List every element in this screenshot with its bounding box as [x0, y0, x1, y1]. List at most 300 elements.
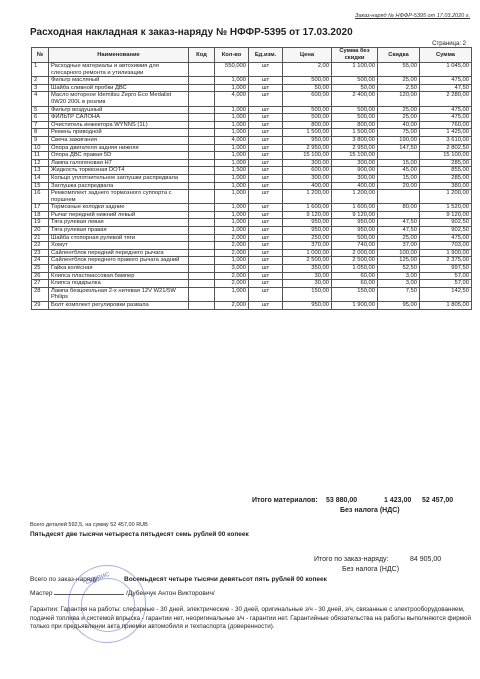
cell-sum: 2 400,00: [332, 92, 378, 106]
cell-code: [189, 265, 215, 273]
table-row: [32, 287, 472, 301]
cell-unit: шт: [249, 152, 283, 160]
cell-price: 370,00: [283, 242, 332, 250]
table-row: [32, 257, 472, 265]
cell-code: [189, 242, 215, 250]
cell-unit: шт: [249, 182, 283, 190]
cell-total: 760,00: [420, 121, 472, 129]
cell-price: 15 100,00: [283, 152, 332, 160]
cell-price: 2,00: [283, 63, 332, 77]
cell-qty: 1,000: [215, 106, 249, 114]
cell-price: 1 500,00: [283, 129, 332, 137]
cell-qty: 4,000: [215, 92, 249, 106]
cell-code: [189, 302, 215, 310]
column-header: Ед.изм.: [249, 48, 283, 63]
cell-disc: 25,00: [378, 234, 420, 242]
cell-qty: 1,000: [215, 114, 249, 122]
cell-disc: 25,00: [378, 77, 420, 85]
cell-name: Клипса подкрылка: [49, 280, 189, 288]
cell-sum: 15 100,00: [332, 152, 378, 160]
cell-name: Тяга рулевая правая: [49, 227, 189, 235]
cell-disc: 190,00: [378, 136, 420, 144]
cell-disc: [378, 152, 420, 160]
cell-code: [189, 152, 215, 160]
cell-unit: шт: [249, 211, 283, 219]
cell-number: 23: [32, 249, 49, 257]
table-row: [32, 280, 472, 288]
cell-total: 57,00: [420, 280, 472, 288]
order-vat: Без налога (НДС): [342, 566, 400, 573]
cell-price: 950,00: [283, 302, 332, 310]
cell-price: 50,00: [283, 84, 332, 92]
cell-code: [189, 219, 215, 227]
cell-name: Масло моторное Idemitsu Zepro Eco Medalist 0W20 200L в розлив: [49, 92, 189, 106]
cell-number: 21: [32, 234, 49, 242]
cell-total: 9 120,00: [420, 211, 472, 219]
cell-qty: 1,000: [215, 219, 249, 227]
cell-disc: 2,50: [378, 84, 420, 92]
order-amount-in-words: Восемьдесят четыре тысячи девятьсот пять рублей 00 копеек: [124, 576, 327, 583]
cell-sum: 800,00: [332, 121, 378, 129]
cell-qty: 2,000: [215, 280, 249, 288]
column-header: Скидка: [378, 48, 420, 63]
cell-code: [189, 234, 215, 242]
cell-sum: 150,00: [332, 287, 378, 301]
cell-sum: 1 200,00: [332, 190, 378, 204]
signature-line: [54, 594, 124, 595]
cell-price: 500,00: [283, 106, 332, 114]
cell-name: ФИЛЬТР САЛОНА: [49, 114, 189, 122]
cell-name: Сайлентблок передний переднего рычага: [49, 249, 189, 257]
cell-unit: шт: [249, 114, 283, 122]
cell-disc: 52,50: [378, 265, 420, 273]
cell-disc: 95,00: [378, 302, 420, 310]
cell-sum: 500,00: [332, 106, 378, 114]
cell-total: 475,00: [420, 77, 472, 85]
cell-code: [189, 129, 215, 137]
cell-price: 950,00: [283, 136, 332, 144]
cell-unit: шт: [249, 63, 283, 77]
materials-total: 52 457,00: [422, 497, 454, 504]
cell-number: 14: [32, 174, 49, 182]
cell-sum: 400,00: [332, 182, 378, 190]
cell-unit: шт: [249, 265, 283, 273]
table-row: [32, 152, 472, 160]
cell-number: 9: [32, 136, 49, 144]
cell-code: [189, 287, 215, 301]
cell-price: 350,00: [283, 265, 332, 273]
cell-name: Ремень приводной: [49, 129, 189, 137]
cell-sum: 740,00: [332, 242, 378, 250]
cell-sum: 900,00: [332, 167, 378, 175]
column-header: Цена: [283, 48, 332, 63]
cell-price: 600,00: [283, 167, 332, 175]
cell-code: [189, 204, 215, 212]
cell-sum: 1 900,00: [332, 302, 378, 310]
cell-name: Фильтр масляный: [49, 77, 189, 85]
cell-code: [189, 182, 215, 190]
cell-sum: 300,00: [332, 159, 378, 167]
order-total-label: Итого по заказ-наряду:: [314, 556, 389, 563]
cell-number: 8: [32, 129, 49, 137]
cell-price: 30,00: [283, 280, 332, 288]
cell-price: 300,00: [283, 159, 332, 167]
cell-price: 300,00: [283, 174, 332, 182]
cell-qty: 1,000: [215, 152, 249, 160]
page-number: Страница: 2: [432, 41, 466, 47]
cell-unit: шт: [249, 257, 283, 265]
cell-sum: 1 500,00: [332, 129, 378, 137]
cell-disc: 7,50: [378, 287, 420, 301]
cell-unit: шт: [249, 77, 283, 85]
cell-total: 57,00: [420, 272, 472, 280]
guarantee-terms: Гарантии: Гарантия на работы: слесарные - 30 дней, электрические - 30 дней, оригинальные з/ч - 30 дней, з/ч, связанные с электрооборудованием, подачей топлива и системой впрыска - гарантии нет, неоригинальные з/ч - гарантии нет. Гарантийные обязательства на работы выполняются фирмой только при предъявлении акта приемки автомобиля и техпаспорта (доверенности).: [30, 606, 472, 630]
amount-in-words: Пятьдесят две тысячи четыреста пятьдесят семь рублей 00 копеек: [30, 531, 249, 538]
cell-name: Ремкомплект заднего тормозного суппорта с поршнем: [49, 190, 189, 204]
materials-vat: Без налога (НДС): [340, 507, 400, 514]
cell-qty: 1,000: [215, 174, 249, 182]
cell-number: 4: [32, 92, 49, 106]
cell-total: 380,00: [420, 182, 472, 190]
cell-qty: 1,000: [215, 144, 249, 152]
cell-total: 997,50: [420, 265, 472, 273]
table-row: [32, 174, 472, 182]
cell-sum: 1 050,00: [332, 265, 378, 273]
cell-total: 1 045,00: [420, 63, 472, 77]
cell-name: Кольцо уплотнительное заглушки распредвала: [49, 174, 189, 182]
cell-unit: шт: [249, 167, 283, 175]
cell-name: Опора ДВС правая 5D: [49, 152, 189, 160]
cell-total: 902,50: [420, 227, 472, 235]
cell-disc: 3,00: [378, 280, 420, 288]
cell-qty: 2,000: [215, 242, 249, 250]
cell-disc: 47,50: [378, 227, 420, 235]
table-row: [32, 77, 472, 85]
cell-price: 600,00: [283, 92, 332, 106]
cell-number: 20: [32, 227, 49, 235]
cell-code: [189, 114, 215, 122]
table-row: [32, 265, 472, 273]
cell-total: 1 425,00: [420, 129, 472, 137]
cell-sum: 1 100,00: [332, 63, 378, 77]
cell-number: 2: [32, 77, 49, 85]
table-row: [32, 106, 472, 114]
cell-code: [189, 92, 215, 106]
cell-sum: 50,00: [332, 84, 378, 92]
cell-disc: 47,50: [378, 219, 420, 227]
cell-price: 500,00: [283, 114, 332, 122]
cell-number: 10: [32, 144, 49, 152]
cell-sum: 950,00: [332, 227, 378, 235]
cell-unit: шт: [249, 242, 283, 250]
cell-unit: шт: [249, 249, 283, 257]
cell-name: Рычаг передний нижний левый: [49, 211, 189, 219]
cell-price: 400,00: [283, 182, 332, 190]
cell-code: [189, 77, 215, 85]
cell-number: 24: [32, 257, 49, 265]
cell-price: 1 200,00: [283, 190, 332, 204]
cell-disc: 20,00: [378, 182, 420, 190]
cell-code: [189, 257, 215, 265]
master-label: Мастер: [30, 590, 53, 597]
cell-code: [189, 121, 215, 129]
cell-total: 142,50: [420, 287, 472, 301]
cell-price: 950,00: [283, 219, 332, 227]
cell-unit: шт: [249, 219, 283, 227]
cell-sum: 3 800,00: [332, 136, 378, 144]
column-header: Код: [189, 48, 215, 63]
table-row: [32, 92, 472, 106]
order-total: 84 905,00: [410, 556, 442, 563]
table-row: [32, 242, 472, 250]
cell-unit: шт: [249, 174, 283, 182]
column-header: №: [32, 48, 49, 63]
cell-sum: 300,00: [332, 174, 378, 182]
table-row: [32, 302, 472, 310]
cell-number: 17: [32, 204, 49, 212]
cell-disc: 25,00: [378, 114, 420, 122]
table-row: [32, 272, 472, 280]
cell-unit: шт: [249, 92, 283, 106]
cell-code: [189, 106, 215, 114]
cell-price: 1 000,00: [283, 249, 332, 257]
cell-price: 30,00: [283, 272, 332, 280]
cell-disc: 55,00: [378, 63, 420, 77]
cell-number: 13: [32, 167, 49, 175]
cell-total: 47,50: [420, 84, 472, 92]
cell-qty: 1,000: [215, 159, 249, 167]
cell-number: 16: [32, 190, 49, 204]
table-row: [32, 129, 472, 137]
materials-discount: 1 423,00: [384, 497, 412, 504]
cell-qty: 1,000: [215, 287, 249, 301]
cell-disc: 120,00: [378, 92, 420, 106]
materials-sum: 53 880,00: [326, 497, 358, 504]
cell-number: 15: [32, 182, 49, 190]
table-row: [32, 121, 472, 129]
cell-price: 2 500,00: [283, 257, 332, 265]
cell-name: Опора двигателя задняя нижняя: [49, 144, 189, 152]
cell-disc: 3,00: [378, 272, 420, 280]
cell-total: 475,00: [420, 234, 472, 242]
cell-total: 1 900,00: [420, 249, 472, 257]
cell-qty: 2,000: [215, 272, 249, 280]
items-table: [31, 47, 472, 310]
cell-qty: 1,000: [215, 84, 249, 92]
cell-price: 250,00: [283, 234, 332, 242]
column-header: Сумма без скидки: [332, 48, 378, 63]
cell-total: 475,00: [420, 114, 472, 122]
cell-disc: 45,00: [378, 167, 420, 175]
table-row: [32, 204, 472, 212]
cell-disc: 147,50: [378, 144, 420, 152]
table-row: [32, 227, 472, 235]
table-row: [32, 190, 472, 204]
cell-name: Жидкость тормозная DOT4: [49, 167, 189, 175]
table-row: [32, 84, 472, 92]
cell-name: Лампа галогеновая H7: [49, 159, 189, 167]
cell-code: [189, 84, 215, 92]
cell-qty: 1,000: [215, 211, 249, 219]
table-row: [32, 249, 472, 257]
cell-unit: шт: [249, 129, 283, 137]
cell-name: Лампа безцокольная 2-х нитевая 12V W21/5W Philips: [49, 287, 189, 301]
cell-number: 3: [32, 84, 49, 92]
cell-total: 2 375,00: [420, 257, 472, 265]
table-row: [32, 211, 472, 219]
cell-total: 1 200,00: [420, 190, 472, 204]
cell-total: 285,00: [420, 159, 472, 167]
cell-code: [189, 159, 215, 167]
cell-total: 855,00: [420, 167, 472, 175]
cell-price: 9 120,00: [283, 211, 332, 219]
cell-code: [189, 174, 215, 182]
cell-qty: 1,000: [215, 182, 249, 190]
cell-total: 1 520,00: [420, 204, 472, 212]
cell-name: Тяга рулевая левая: [49, 219, 189, 227]
cell-sum: 2 000,00: [332, 249, 378, 257]
column-header: Наименование: [49, 48, 189, 63]
cell-sum: 2 500,00: [332, 257, 378, 265]
table-row: [32, 167, 472, 175]
cell-name: Болт комплект регулировки развала: [49, 302, 189, 310]
cell-unit: шт: [249, 204, 283, 212]
table-row: [32, 219, 472, 227]
cell-number: 6: [32, 114, 49, 122]
items-count: Всего деталей 592,5, на сумму 52 457,00 RUB: [30, 522, 148, 528]
materials-total-label: Итого материалов:: [252, 497, 318, 504]
table-header-row: [32, 48, 472, 63]
cell-qty: 1,000: [215, 77, 249, 85]
cell-price: 150,00: [283, 287, 332, 301]
cell-unit: шт: [249, 227, 283, 235]
page-title: Расходная накладная к заказ-наряду № НФФР-5395 от 17.03.2020: [30, 27, 353, 38]
column-header: Кол-во: [215, 48, 249, 63]
cell-code: [189, 63, 215, 77]
cell-qty: 4,000: [215, 136, 249, 144]
cell-disc: 80,00: [378, 204, 420, 212]
cell-name: Фильтр воздушный: [49, 106, 189, 114]
cell-sum: 500,00: [332, 234, 378, 242]
table-row: [32, 144, 472, 152]
cell-number: 12: [32, 159, 49, 167]
cell-number: 25: [32, 265, 49, 273]
cell-number: 27: [32, 280, 49, 288]
table-row: [32, 159, 472, 167]
table-row: [32, 63, 472, 77]
cell-unit: шт: [249, 280, 283, 288]
cell-number: 22: [32, 242, 49, 250]
cell-disc: 75,00: [378, 129, 420, 137]
cell-number: 11: [32, 152, 49, 160]
cell-unit: шт: [249, 136, 283, 144]
cell-unit: шт: [249, 144, 283, 152]
cell-code: [189, 136, 215, 144]
cell-name: Шайба сливной пробки ДВС: [49, 84, 189, 92]
cell-disc: [378, 211, 420, 219]
cell-unit: шт: [249, 302, 283, 310]
cell-qty: 1,000: [215, 227, 249, 235]
cell-disc: 125,00: [378, 257, 420, 265]
cell-total: 3 610,00: [420, 136, 472, 144]
cell-price: 800,00: [283, 121, 332, 129]
cell-unit: шт: [249, 287, 283, 301]
cell-unit: шт: [249, 272, 283, 280]
cell-code: [189, 190, 215, 204]
cell-total: 2 802,50: [420, 144, 472, 152]
cell-total: 285,00: [420, 174, 472, 182]
cell-qty: 1,500: [215, 167, 249, 175]
cell-disc: 15,00: [378, 174, 420, 182]
cell-qty: 1,000: [215, 204, 249, 212]
master-signature: [30, 590, 215, 597]
cell-qty: 2,000: [215, 234, 249, 242]
cell-number: 26: [32, 272, 49, 280]
cell-name: Хомут: [49, 242, 189, 250]
cell-code: [189, 211, 215, 219]
cell-total: 15 100,00: [420, 152, 472, 160]
cell-number: 7: [32, 121, 49, 129]
cell-disc: 15,00: [378, 159, 420, 167]
cell-name: Заглушка распредвала: [49, 182, 189, 190]
cell-name: Тормозные колодки задние: [49, 204, 189, 212]
cell-qty: 2,000: [215, 249, 249, 257]
master-name: /Дубенчук Антон Викторович/: [126, 590, 215, 597]
table-row: [32, 136, 472, 144]
cell-name: Гайка колёсная: [49, 265, 189, 273]
cell-price: 950,00: [283, 227, 332, 235]
cell-price: 1 600,00: [283, 204, 332, 212]
table-row: [32, 114, 472, 122]
cell-sum: 500,00: [332, 77, 378, 85]
cell-sum: 9 120,00: [332, 211, 378, 219]
cell-sum: 1 600,00: [332, 204, 378, 212]
cell-name: Клипса пластмассовая бампер: [49, 272, 189, 280]
cell-price: 2 950,00: [283, 144, 332, 152]
cell-disc: 40,00: [378, 121, 420, 129]
cell-unit: шт: [249, 234, 283, 242]
cell-sum: 60,00: [332, 280, 378, 288]
order-words-label: Всего по заказ-наряду:: [30, 576, 100, 583]
cell-total: 703,00: [420, 242, 472, 250]
cell-sum: 950,00: [332, 219, 378, 227]
cell-number: 28: [32, 287, 49, 301]
cell-code: [189, 144, 215, 152]
cell-number: 19: [32, 219, 49, 227]
stamp-text: СЕРВИС: [84, 571, 111, 587]
cell-price: 500,00: [283, 77, 332, 85]
cell-unit: шт: [249, 159, 283, 167]
table-row: [32, 234, 472, 242]
cell-disc: 37,00: [378, 242, 420, 250]
cell-qty: 1,000: [215, 257, 249, 265]
cell-disc: 25,00: [378, 106, 420, 114]
cell-unit: шт: [249, 84, 283, 92]
cell-disc: [378, 190, 420, 204]
cell-qty: 550,000: [215, 63, 249, 77]
cell-name: Шайба стопорная рулевой тяги: [49, 234, 189, 242]
table-row: [32, 182, 472, 190]
cell-total: 2 280,00: [420, 92, 472, 106]
cell-sum: 500,00: [332, 114, 378, 122]
cell-code: [189, 167, 215, 175]
cell-unit: шт: [249, 190, 283, 204]
cell-unit: шт: [249, 106, 283, 114]
cell-qty: 3,000: [215, 265, 249, 273]
cell-disc: 100,00: [378, 249, 420, 257]
cell-code: [189, 272, 215, 280]
cell-total: 902,50: [420, 219, 472, 227]
